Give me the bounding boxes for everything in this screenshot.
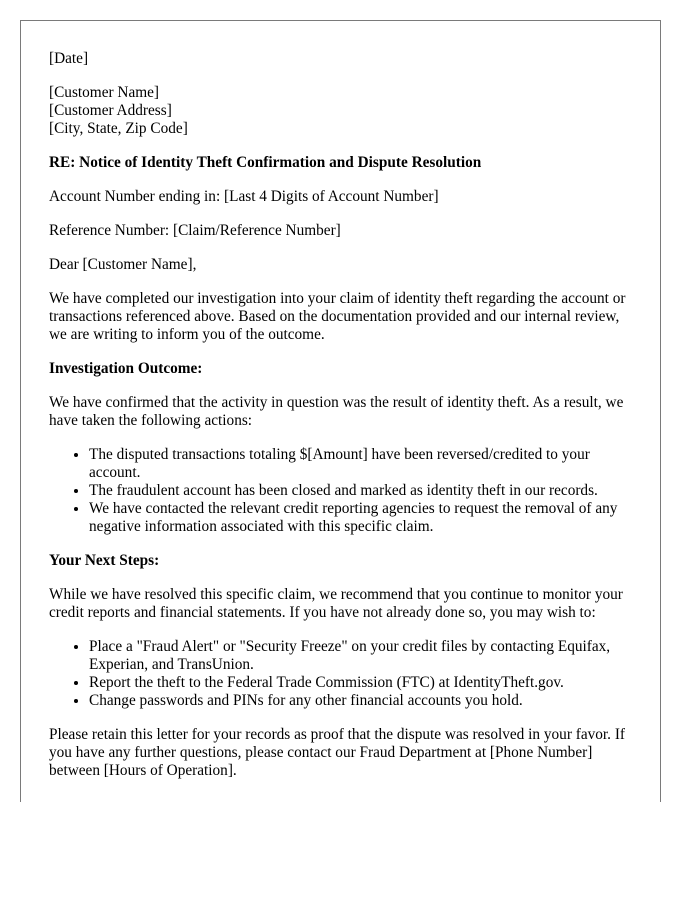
recipient-address: [Customer Address] [49, 102, 172, 119]
letter-date: [Date] [49, 50, 89, 67]
letter-body [49, 50, 633, 796]
list-item: • Place a "Fraud Alert" or "Security Freeze" on your credit files by contacting Equifax, Experian, and TransUnion. [89, 638, 633, 674]
letter-page [20, 20, 661, 802]
reference-number-line: Reference Number: [Claim/Reference Number] [49, 222, 341, 239]
outcome-paragraph: We have confirmed that the activity in question was the result of identity theft. As a result, we have taken the following actions: [49, 394, 624, 429]
list-item: • Change passwords and PINs for any other financial accounts you hold. [89, 692, 633, 710]
closing-paragraph: Please retain this letter for your records as proof that the dispute was resolved in your favor. If you have any further questions, please contact our Fraud Department at [Phone Number] between [Hours of Operation]. [49, 726, 626, 779]
list-item: • Report the theft to the Federal Trade Commission (FTC) at IdentityTheft.gov. [89, 674, 633, 692]
next-steps-paragraph: While we have resolved this specific claim, we recommend that you continue to monitor your credit reports and financial statements. If you have not already done so, you may wish to: [49, 586, 623, 621]
list-item: • We have contacted the relevant credit reporting agencies to request the removal of any negative information associated with this specific claim. [89, 500, 633, 536]
intro-paragraph: We have completed our investigation into your claim of identity theft regarding the account or transactions referenced above. Based on the documentation provided and our internal review, we are writing to inform you of the outcome. [49, 290, 626, 343]
recipient-city-state-zip: [City, State, Zip Code] [49, 120, 188, 137]
list-item: • The fraudulent account has been closed and marked as identity theft in our records. [89, 482, 633, 500]
next-steps-list [49, 638, 633, 710]
outcome-heading: Investigation Outcome: [49, 360, 203, 377]
subject-line: RE: Notice of Identity Theft Confirmation and Dispute Resolution [49, 154, 482, 171]
recipient-block [49, 84, 633, 138]
account-number-line: Account Number ending in: [Last 4 Digits of Account Number] [49, 188, 439, 205]
outcome-actions-list [49, 446, 633, 536]
recipient-name: [Customer Name] [49, 84, 160, 101]
next-steps-heading: Your Next Steps: [49, 552, 160, 569]
salutation: Dear [Customer Name], [49, 256, 197, 273]
list-item: • The disputed transactions totaling $[Amount] have been reversed/credited to your account. [89, 446, 633, 482]
